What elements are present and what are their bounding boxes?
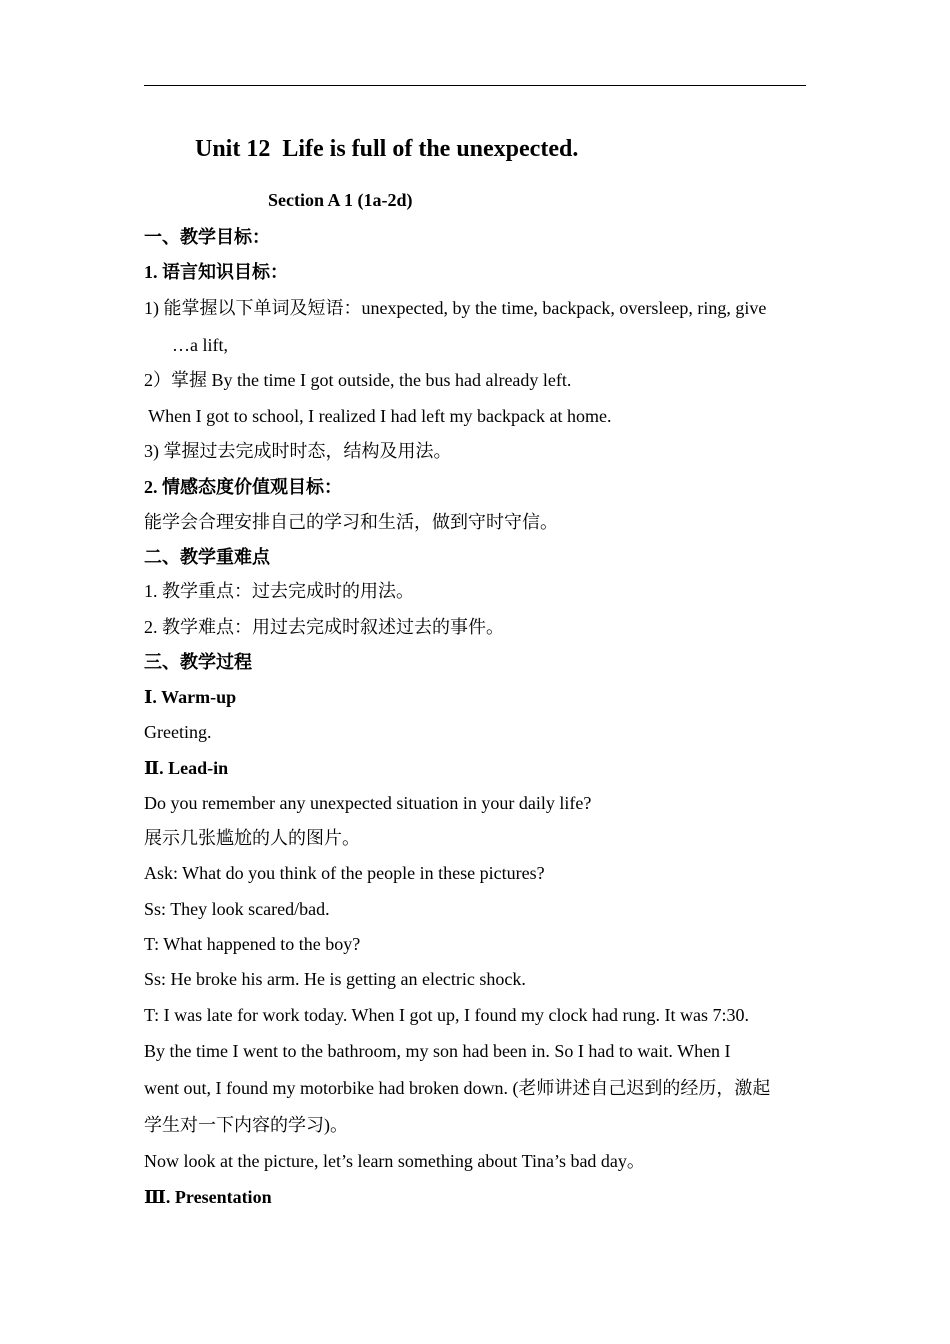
lead-in-line-11: Now look at the picture, let’s learn something about Tina’s bad day。 [144, 1151, 645, 1171]
lead-in-line-10: 学生对一下内容的学习)。 [144, 1115, 348, 1135]
lead-in-line-4: Ss: They look scared/bad. [144, 899, 330, 919]
lead-in-line-6: Ss: He broke his arm. He is getting an electric shock. [144, 969, 526, 989]
subheading-language-goals: 1. 语言知识目标： [144, 262, 288, 282]
section-heading: Section A 1 (1a-2d) [268, 190, 413, 210]
goal-item-1-cont: …a lift, [172, 335, 228, 355]
lead-in-line-7: T: I was late for work today. When I got up, I found my clock had rung. It was 7:30. [144, 1005, 749, 1025]
heading-key-points: 二、教学重难点 [144, 547, 270, 567]
lead-in-line-8: By the time I went to the bathroom, my son had been in. So I had to wait. When I [144, 1041, 731, 1061]
lead-in-line-2: 展示几张尴尬的人的图片。 [144, 828, 360, 848]
lead-in-line-9: went out, I found my motorbike had broken down. (老师讲述自己迟到的经历，激起 [144, 1078, 771, 1098]
lead-in-line-3: Ask: What do you think of the people in these pictures? [144, 863, 545, 883]
subheading-attitude-goals: 2. 情感态度价值观目标： [144, 477, 342, 497]
step-lead-in: Ⅱ. Lead-in [144, 758, 229, 778]
key-point-item: 1. 教学重点：过去完成时的用法。 [144, 581, 414, 601]
goal-item-2: 2）掌握 By the time I got outside, the bus had already left. [144, 370, 572, 390]
heading-teaching-process: 三、教学过程 [144, 652, 252, 672]
lead-in-line-5: T: What happened to the boy? [144, 934, 361, 954]
goal-item-2-cont: When I got to school, I realized I had left my backpack at home. [144, 406, 612, 426]
goal-item-3: 3) 掌握过去完成时时态，结构及用法。 [144, 441, 452, 461]
heading-teaching-goals: 一、教学目标： [144, 227, 270, 247]
header-rule [144, 85, 806, 86]
attitude-goal-text: 能学会合理安排自己的学习和生活，做到守时守信。 [144, 512, 558, 532]
warm-up-text: Greeting. [144, 722, 212, 742]
step-warm-up: Ⅰ. Warm-up [144, 687, 237, 707]
step-presentation: Ⅲ. Presentation [144, 1187, 272, 1207]
difficult-point-item: 2. 教学难点：用过去完成时叙述过去的事件。 [144, 617, 504, 637]
unit-title: Unit 12 Life is full of the unexpected. [195, 136, 579, 162]
goal-item-1: 1) 能掌握以下单词及短语：unexpected, by the time, backpack, oversleep, ring, give [144, 298, 767, 318]
lead-in-line-1: Do you remember any unexpected situation in your daily life? [144, 793, 592, 813]
